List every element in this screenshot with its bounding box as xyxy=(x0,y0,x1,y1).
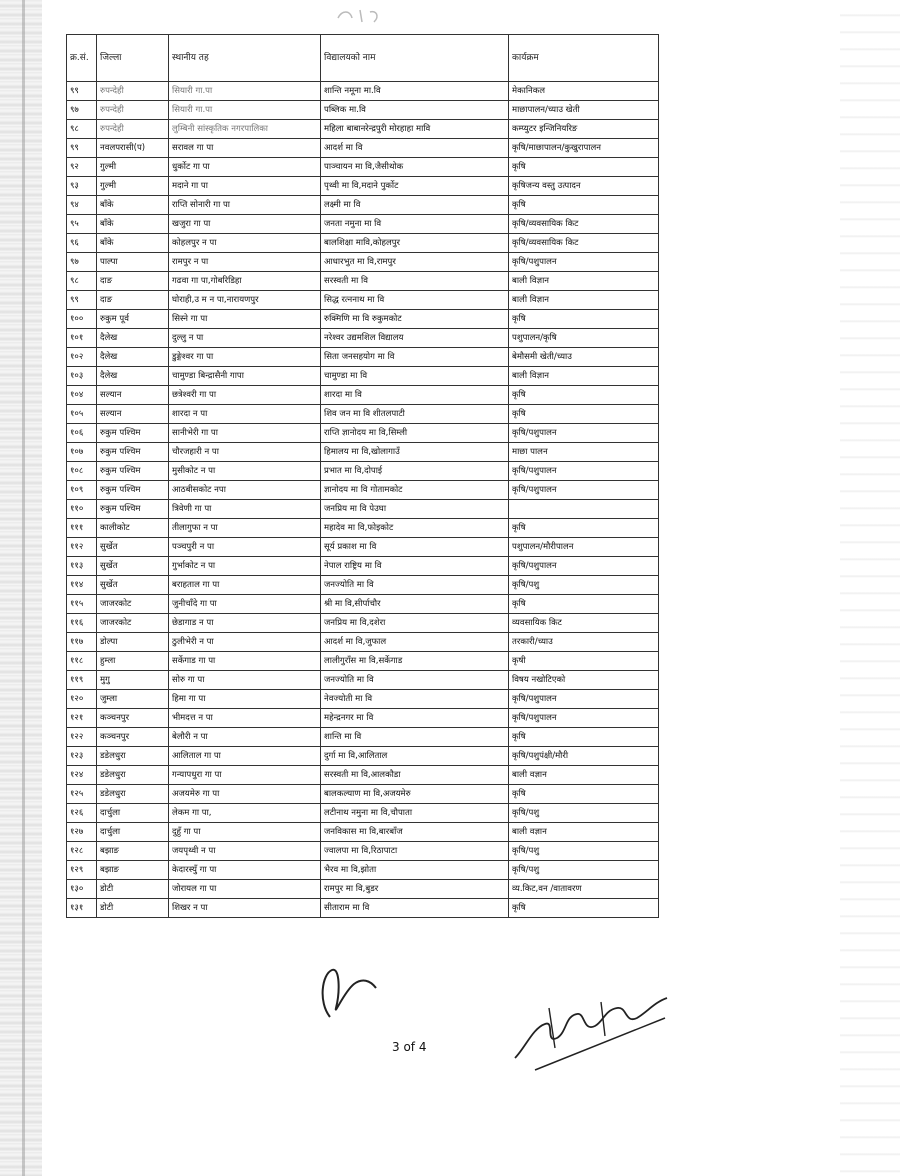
cell-school: महादेव मा वि,फोइकोट xyxy=(321,519,509,538)
cell-district: कञ्चनपुर xyxy=(97,728,169,747)
cell-school: श्री मा वि,सीर्पाचौर xyxy=(321,595,509,614)
table-row xyxy=(67,215,659,234)
cell-school: सिद्ध रत्ननाथ मा वि xyxy=(321,291,509,310)
cell-program: कृषि xyxy=(509,595,659,614)
cell-local-level: बराहताल गा पा xyxy=(169,576,321,595)
cell-program: कृषि/पशु xyxy=(509,861,659,880)
cell-program: कृषि/पशुपालन xyxy=(509,690,659,709)
cell-district: डोटी xyxy=(97,880,169,899)
cell-program xyxy=(509,500,659,519)
cell-school: सूर्य प्रकाश मा वि xyxy=(321,538,509,557)
cell-program: कृषि/माछापालन/कुखुरापालन xyxy=(509,139,659,158)
cell-school: बालशिक्षा मावि,कोहलपुर xyxy=(321,234,509,253)
cell-program: पशुपालन/कृषि xyxy=(509,329,659,348)
header-local-level: स्थानीय तह xyxy=(169,35,321,82)
cell-program: कृषि/पशुपंक्षी/मौरी xyxy=(509,747,659,766)
cell-district: गुल्मी xyxy=(97,158,169,177)
cell-sn: ९४ xyxy=(67,196,97,215)
scan-edge-right xyxy=(840,0,900,1176)
cell-sn: ९९ xyxy=(67,139,97,158)
table-row xyxy=(67,728,659,747)
cell-district: जाजरकोट xyxy=(97,614,169,633)
cell-sn: १२० xyxy=(67,690,97,709)
cell-school: जनता नमुना मा वि xyxy=(321,215,509,234)
cell-program: बाली वज्ञान xyxy=(509,766,659,785)
cell-district: डडेलधुरा xyxy=(97,766,169,785)
cell-school: जनप्रिय मा वि,दशेरा xyxy=(321,614,509,633)
cell-district: कञ्चनपुर xyxy=(97,709,169,728)
cell-local-level: जोरायल गा पा xyxy=(169,880,321,899)
cell-program: कृषि/पशुपालन xyxy=(509,424,659,443)
cell-school: महेन्द्रनगर मा वि xyxy=(321,709,509,728)
header-sn: क्र.सं. xyxy=(67,35,97,82)
cell-program: कृषिजन्य वस्तु उत्पादन xyxy=(509,177,659,196)
cell-local-level: सिस्ने गा पा xyxy=(169,310,321,329)
cell-school: नेवज्योती मा वि xyxy=(321,690,509,709)
cell-sn: ९६ xyxy=(67,234,97,253)
table-row xyxy=(67,462,659,481)
cell-district: डडेलधुरा xyxy=(97,747,169,766)
cell-local-level: मुसीकोट न पा xyxy=(169,462,321,481)
cell-sn: १०९ xyxy=(67,481,97,500)
cell-local-level: कोहलपुर न पा xyxy=(169,234,321,253)
cell-local-level: धुर्कोट गा पा xyxy=(169,158,321,177)
table-row xyxy=(67,367,659,386)
header-program: कार्यक्रम xyxy=(509,35,659,82)
cell-sn: १०८ xyxy=(67,462,97,481)
cell-district: जुम्ला xyxy=(97,690,169,709)
table-row xyxy=(67,519,659,538)
cell-local-level: त्रिवेणी गा पा xyxy=(169,500,321,519)
page-number: 3 of 4 xyxy=(392,1040,427,1054)
cell-program: बाली विज्ञान xyxy=(509,291,659,310)
cell-school: हिमालय मा वि,खोलागाउँ xyxy=(321,443,509,462)
cell-sn: १३१ xyxy=(67,899,97,918)
cell-sn: ९८ xyxy=(67,120,97,139)
cell-program: बेमौसमी खेती/च्याउ xyxy=(509,348,659,367)
cell-district: दैलेख xyxy=(97,348,169,367)
cell-school: रुक्मिणि मा वि रुकुमकोट xyxy=(321,310,509,329)
table-row xyxy=(67,747,659,766)
cell-district: रुकुम पश्चिम xyxy=(97,443,169,462)
cell-school: महिला बाबानरेन्द्रपुरी मोरहाहा मावि xyxy=(321,120,509,139)
cell-local-level: लेकम गा पा, xyxy=(169,804,321,823)
cell-school: नेपाल राष्ट्रिय मा वि xyxy=(321,557,509,576)
cell-local-level: चामुण्डा बिन्द्रासैनी गापा xyxy=(169,367,321,386)
cell-district: रुपन्देही xyxy=(97,120,169,139)
cell-local-level: जयपृथ्वी न पा xyxy=(169,842,321,861)
cell-district: दाङ xyxy=(97,272,169,291)
table-row xyxy=(67,82,659,101)
cell-school: सरस्वती मा वि xyxy=(321,272,509,291)
table-row xyxy=(67,671,659,690)
cell-district: नवलपरासी(प) xyxy=(97,139,169,158)
cell-district: दार्चुला xyxy=(97,823,169,842)
cell-district: बाँके xyxy=(97,234,169,253)
table-row xyxy=(67,804,659,823)
cell-school: पृथ्वी मा वि,मदाने पुर्कोट xyxy=(321,177,509,196)
table-header-row xyxy=(67,35,659,82)
cell-district: रुकुम पश्चिम xyxy=(97,462,169,481)
cell-program: कृषि xyxy=(509,785,659,804)
cell-local-level: शिखर न पा xyxy=(169,899,321,918)
cell-school: सरस्वती मा वि,आलकौडा xyxy=(321,766,509,785)
cell-school: शान्ति नमूना मा.वि xyxy=(321,82,509,101)
table-row xyxy=(67,823,659,842)
cell-local-level: लुम्बिनी सांस्कृतिक नगरपालिका xyxy=(169,120,321,139)
cell-sn: १०३ xyxy=(67,367,97,386)
cell-school: आदर्श मा वि,जुफाल xyxy=(321,633,509,652)
cell-sn: ११३ xyxy=(67,557,97,576)
cell-school: भैरव मा वि,झोता xyxy=(321,861,509,880)
cell-sn: ११४ xyxy=(67,576,97,595)
cell-district: मुगु xyxy=(97,671,169,690)
cell-district: रुपन्देही xyxy=(97,82,169,101)
cell-program: कृषि xyxy=(509,728,659,747)
cell-sn: ९२ xyxy=(67,158,97,177)
cell-school: रामपुर मा वि,बुडर xyxy=(321,880,509,899)
cell-local-level: केदारस्युँ गा पा xyxy=(169,861,321,880)
cell-school: लटीनाथ नमुना मा वि,चौपाता xyxy=(321,804,509,823)
cell-program: कृषि/पशुपालन xyxy=(509,557,659,576)
cell-sn: १०७ xyxy=(67,443,97,462)
cell-school: जनज्योति मा वि xyxy=(321,576,509,595)
cell-local-level: मदाने गा पा xyxy=(169,177,321,196)
cell-school: ज्वालपा मा वि,रिठापाटा xyxy=(321,842,509,861)
signature-initial xyxy=(310,962,390,1024)
cell-school: सिता जनसहयोग मा वि xyxy=(321,348,509,367)
cell-sn: १०५ xyxy=(67,405,97,424)
cell-sn: १२१ xyxy=(67,709,97,728)
cell-program: कम्प्युटर इन्जिनियरिङ xyxy=(509,120,659,139)
cell-sn: १११ xyxy=(67,519,97,538)
cell-local-level: सोरु गा पा xyxy=(169,671,321,690)
table-row xyxy=(67,348,659,367)
cell-local-level: छत्रेश्वरी गा पा xyxy=(169,386,321,405)
cell-program: कृषि xyxy=(509,386,659,405)
cell-district: सल्यान xyxy=(97,386,169,405)
cell-sn: १२७ xyxy=(67,823,97,842)
scan-edge-left xyxy=(0,0,42,1176)
cell-school: सीताराम मा वि xyxy=(321,899,509,918)
cell-program: कृषि/पशुपालन xyxy=(509,481,659,500)
cell-program: कृषि/व्यवसायिक किट xyxy=(509,215,659,234)
cell-district: दाङ xyxy=(97,291,169,310)
cell-district: हुम्ला xyxy=(97,652,169,671)
cell-local-level: गुर्भाकोट न पा xyxy=(169,557,321,576)
cell-sn: १०६ xyxy=(67,424,97,443)
table-row xyxy=(67,652,659,671)
cell-local-level: चौरजहारी न पा xyxy=(169,443,321,462)
cell-local-level: शारदा न पा xyxy=(169,405,321,424)
cell-local-level: ठुलीभेरी न पा xyxy=(169,633,321,652)
cell-local-level: सर्केगाड गा पा xyxy=(169,652,321,671)
cell-district: दैलेख xyxy=(97,367,169,386)
cell-school: जनप्रिय मा वि पेउघा xyxy=(321,500,509,519)
cell-program: तरकारी/च्याउ xyxy=(509,633,659,652)
cell-local-level: छेडागाड न पा xyxy=(169,614,321,633)
cell-local-level: दुहुँ गा पा xyxy=(169,823,321,842)
table-row xyxy=(67,158,659,177)
cell-district: सुर्खेत xyxy=(97,557,169,576)
cell-school: ज्ञानोदय मा वि गोतामकोट xyxy=(321,481,509,500)
table-row xyxy=(67,690,659,709)
cell-sn: १३० xyxy=(67,880,97,899)
cell-school: आधारभुत मा वि,रामपुर xyxy=(321,253,509,272)
scan-mark-top xyxy=(330,4,390,26)
cell-local-level: गन्यापधुरा गा पा xyxy=(169,766,321,785)
table-row xyxy=(67,785,659,804)
cell-sn: ११६ xyxy=(67,614,97,633)
cell-program: बाली विज्ञान xyxy=(509,272,659,291)
table-row xyxy=(67,139,659,158)
cell-district: पाल्पा xyxy=(97,253,169,272)
cell-local-level: राप्ति सोनारी गा पा xyxy=(169,196,321,215)
cell-district: रुकुम पश्चिम xyxy=(97,481,169,500)
table-row xyxy=(67,424,659,443)
cell-program: विषय नखोटिएको xyxy=(509,671,659,690)
cell-program: कृषि xyxy=(509,405,659,424)
cell-local-level: खजुरा गा पा xyxy=(169,215,321,234)
cell-school: शिव जन मा वि शीतलपाटी xyxy=(321,405,509,424)
cell-local-level: सियारी गा.पा xyxy=(169,82,321,101)
cell-program: बाली वज्ञान xyxy=(509,823,659,842)
table-row xyxy=(67,481,659,500)
cell-district: बाँके xyxy=(97,215,169,234)
table-row xyxy=(67,595,659,614)
cell-sn: ११२ xyxy=(67,538,97,557)
cell-program: बाली विज्ञान xyxy=(509,367,659,386)
cell-sn: १२५ xyxy=(67,785,97,804)
cell-local-level: अजयमेरु गा पा xyxy=(169,785,321,804)
cell-school: बालकल्याण मा वि,अजयमेरु xyxy=(321,785,509,804)
cell-school: लक्ष्मी मा वि xyxy=(321,196,509,215)
cell-local-level: सरावल गा पा xyxy=(169,139,321,158)
cell-program: कृषि/पशुपालन xyxy=(509,253,659,272)
cell-school: पाञ्चायन मा वि,जैसीथोक xyxy=(321,158,509,177)
cell-sn: ११७ xyxy=(67,633,97,652)
cell-district: जाजरकोट xyxy=(97,595,169,614)
cell-school: प्रभात मा वि,दोपाई xyxy=(321,462,509,481)
cell-sn: ९८ xyxy=(67,272,97,291)
table-row xyxy=(67,899,659,918)
cell-program: माछापालन/च्याउ खेती xyxy=(509,101,659,120)
cell-local-level: डुङ्गेश्वर गा पा xyxy=(169,348,321,367)
cell-school: चामुण्डा मा वि xyxy=(321,367,509,386)
cell-sn: ११० xyxy=(67,500,97,519)
cell-local-level: तीलागुफा न पा xyxy=(169,519,321,538)
cell-district: बझाङ xyxy=(97,842,169,861)
cell-program: कृषी xyxy=(509,652,659,671)
cell-district: डोटी xyxy=(97,899,169,918)
table-row xyxy=(67,291,659,310)
table-row xyxy=(67,880,659,899)
table-row xyxy=(67,177,659,196)
cell-program: कृषि/पशु xyxy=(509,842,659,861)
cell-sn: ११९ xyxy=(67,671,97,690)
cell-sn: ९७ xyxy=(67,253,97,272)
school-program-table xyxy=(66,34,659,918)
cell-school: जनविकास मा वि,बारबाँज xyxy=(321,823,509,842)
table-row xyxy=(67,614,659,633)
cell-sn: १०४ xyxy=(67,386,97,405)
cell-local-level: पञ्चपुरी न पा xyxy=(169,538,321,557)
cell-district: सल्यान xyxy=(97,405,169,424)
cell-program: व्य.किट,वन /वातावरण xyxy=(509,880,659,899)
cell-local-level: जुनीचाँदे गा पा xyxy=(169,595,321,614)
cell-local-level: दुल्लु न पा xyxy=(169,329,321,348)
cell-sn: १०१ xyxy=(67,329,97,348)
table-row xyxy=(67,272,659,291)
cell-program: कृषि/पशुपालन xyxy=(509,709,659,728)
cell-sn: १२९ xyxy=(67,861,97,880)
table-row xyxy=(67,633,659,652)
cell-local-level: हिमा गा पा xyxy=(169,690,321,709)
cell-district: कालीकोट xyxy=(97,519,169,538)
cell-program: कृषि/पशु xyxy=(509,576,659,595)
cell-program: कृषि xyxy=(509,310,659,329)
cell-program: पशुपालन/मौरीपालन xyxy=(509,538,659,557)
cell-district: दैलेख xyxy=(97,329,169,348)
cell-district: डोल्पा xyxy=(97,633,169,652)
cell-program: कृषि xyxy=(509,899,659,918)
cell-sn: १०० xyxy=(67,310,97,329)
table-row xyxy=(67,405,659,424)
cell-district: रुकुम पश्चिम xyxy=(97,424,169,443)
cell-program: माछा पालन xyxy=(509,443,659,462)
cell-sn: ९५ xyxy=(67,215,97,234)
header-district: जिल्ला xyxy=(97,35,169,82)
table-row xyxy=(67,557,659,576)
cell-local-level: सानीभेरी गा पा xyxy=(169,424,321,443)
table-row xyxy=(67,709,659,728)
table-row xyxy=(67,443,659,462)
cell-local-level: सियारी गा.पा xyxy=(169,101,321,120)
cell-school: पब्लिक मा.वि xyxy=(321,101,509,120)
table-row xyxy=(67,500,659,519)
cell-district: सुर्खेत xyxy=(97,538,169,557)
cell-school: शान्ति मा वि xyxy=(321,728,509,747)
cell-local-level: भीमदत्त न पा xyxy=(169,709,321,728)
cell-school: लालीगुराँस मा वि,सर्केगाड xyxy=(321,652,509,671)
cell-sn: ११८ xyxy=(67,652,97,671)
table-row xyxy=(67,842,659,861)
cell-local-level: घोराही,उ म न पा,नारायणपुर xyxy=(169,291,321,310)
cell-sn: ११५ xyxy=(67,595,97,614)
table-row xyxy=(67,576,659,595)
cell-school: शारदा मा वि xyxy=(321,386,509,405)
table-row xyxy=(67,766,659,785)
table-row xyxy=(67,120,659,139)
cell-sn: ९७ xyxy=(67,101,97,120)
cell-sn: १२२ xyxy=(67,728,97,747)
cell-sn: १२८ xyxy=(67,842,97,861)
table-row xyxy=(67,538,659,557)
cell-sn: १२३ xyxy=(67,747,97,766)
cell-program: कृषि xyxy=(509,196,659,215)
cell-school: राप्ति ज्ञानोदय मा वि,सिम्ली xyxy=(321,424,509,443)
cell-program: व्यवसायिक किट xyxy=(509,614,659,633)
cell-local-level: रामपुर न पा xyxy=(169,253,321,272)
scan-edge-line xyxy=(22,0,25,1176)
cell-local-level: बेलौरी न पा xyxy=(169,728,321,747)
header-school: विद्यालयको नाम xyxy=(321,35,509,82)
cell-district: रुकुम पूर्व xyxy=(97,310,169,329)
cell-local-level: आठबीसकोट नपा xyxy=(169,481,321,500)
cell-district: बझाङ xyxy=(97,861,169,880)
table-row xyxy=(67,234,659,253)
cell-program: मेकानिकल xyxy=(509,82,659,101)
signature-handwritten xyxy=(505,988,675,1080)
cell-sn: ९९ xyxy=(67,82,97,101)
cell-district: बाँके xyxy=(97,196,169,215)
cell-local-level: आलिताल गा पा xyxy=(169,747,321,766)
table-row xyxy=(67,861,659,880)
cell-program: कृषि xyxy=(509,158,659,177)
cell-district: रुकुम पश्चिम xyxy=(97,500,169,519)
table-row xyxy=(67,386,659,405)
table-row xyxy=(67,253,659,272)
cell-sn: १०२ xyxy=(67,348,97,367)
cell-sn: १२६ xyxy=(67,804,97,823)
cell-school: जनज्योति मा वि xyxy=(321,671,509,690)
cell-sn: १२४ xyxy=(67,766,97,785)
cell-program: कृषि/पशु xyxy=(509,804,659,823)
cell-program: कृषि/पशुपालन xyxy=(509,462,659,481)
cell-district: सुर्खेत xyxy=(97,576,169,595)
cell-school: दुर्गा मा वि,आलिताल xyxy=(321,747,509,766)
table-row xyxy=(67,101,659,120)
cell-sn: ९३ xyxy=(67,177,97,196)
cell-program: कृषि xyxy=(509,519,659,538)
cell-program: कृषि/व्यवसायिक किट xyxy=(509,234,659,253)
cell-local-level: गढवा गा पा,गोबरिडिहा xyxy=(169,272,321,291)
cell-district: दार्चुला xyxy=(97,804,169,823)
table-row xyxy=(67,310,659,329)
cell-district: डडेलधुरा xyxy=(97,785,169,804)
cell-school: आदर्श मा वि xyxy=(321,139,509,158)
table-row xyxy=(67,329,659,348)
cell-district: रुपन्देही xyxy=(97,101,169,120)
cell-sn: ९९ xyxy=(67,291,97,310)
table-row xyxy=(67,196,659,215)
cell-district: गुल्मी xyxy=(97,177,169,196)
cell-school: नरेश्वर उद्यमशिल विद्यालय xyxy=(321,329,509,348)
